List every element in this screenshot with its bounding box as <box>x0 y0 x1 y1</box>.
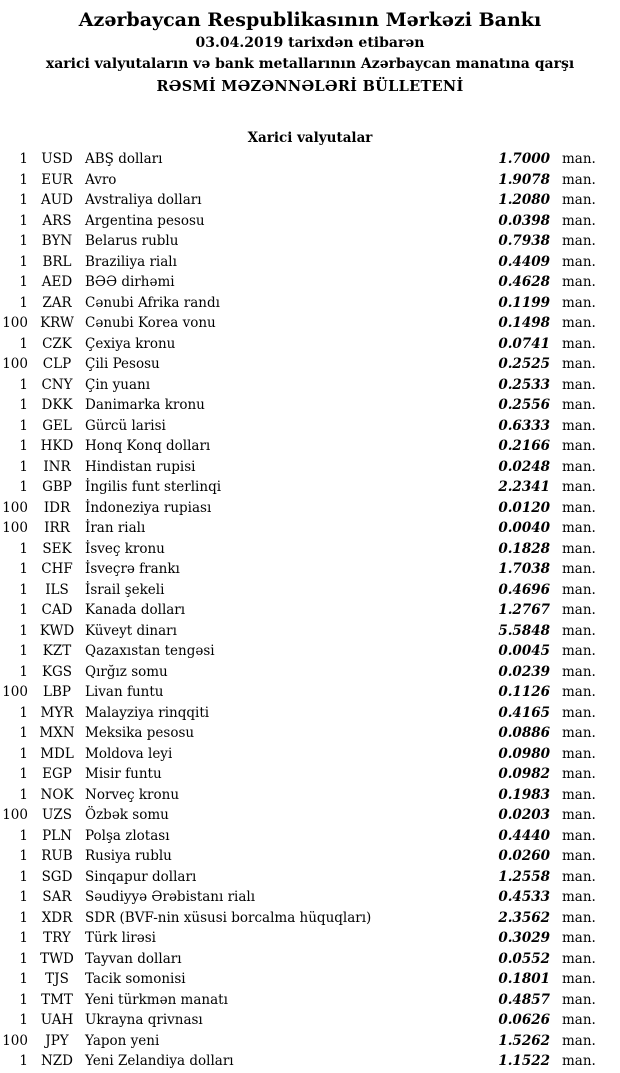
row-qty: 100 <box>2 520 28 536</box>
row-name: Qazaxıstan tengəsi <box>85 643 215 659</box>
table-row <box>0 621 620 642</box>
table-row <box>0 949 620 970</box>
table-row <box>0 641 620 662</box>
row-code: CNY <box>41 376 73 393</box>
row-unit: man. <box>562 540 596 557</box>
row-rate: 0.2556 <box>498 397 550 413</box>
row-code: AED <box>41 274 73 290</box>
row-qty: 100 <box>2 499 28 516</box>
row-name: Danimarka kronu <box>85 397 205 413</box>
table-row <box>0 416 620 437</box>
row-unit: man. <box>562 253 596 270</box>
table-row <box>0 867 620 888</box>
row-rate: 0.2166 <box>498 438 550 454</box>
row-qty: 1 <box>19 192 28 208</box>
row-name: Ukrayna qrivnası <box>85 1012 203 1028</box>
row-name: Özbək somu <box>85 807 169 823</box>
row-code: MYR <box>40 704 74 721</box>
row-qty: 1 <box>19 991 28 1008</box>
row-code: BRL <box>42 253 72 270</box>
row-qty: 100 <box>2 684 28 700</box>
row-qty: 100 <box>2 315 28 331</box>
row-name: İndoneziya rupiası <box>85 499 212 516</box>
row-rate: 0.0552 <box>498 950 550 967</box>
row-qty: 1 <box>19 725 28 741</box>
row-rate: 0.6333 <box>498 417 550 434</box>
table-row <box>0 990 620 1011</box>
row-code: HKD <box>40 438 74 454</box>
row-rate: 1.9078 <box>498 171 550 188</box>
row-code: TJS <box>45 971 69 987</box>
row-rate: 0.4409 <box>498 253 550 270</box>
table-row <box>0 1010 620 1031</box>
row-name: İngilis funt sterlinqi <box>85 479 222 495</box>
row-rate: 0.0982 <box>498 766 550 782</box>
row-rate: 0.3029 <box>498 930 550 946</box>
row-unit: man. <box>562 848 596 864</box>
row-unit: man. <box>562 991 596 1008</box>
row-unit: man. <box>562 766 596 782</box>
subtitle-line: xarici valyutaların və bank metallarının Azərbaycan manatına qarşı <box>45 56 575 72</box>
table-row <box>0 703 620 724</box>
table-row <box>0 149 620 170</box>
row-unit: man. <box>562 274 596 290</box>
row-rate: 1.2080 <box>498 192 550 208</box>
table-row <box>0 600 620 621</box>
row-rate: 0.1828 <box>498 540 550 557</box>
row-unit: man. <box>562 786 596 803</box>
row-qty: 1 <box>19 663 28 680</box>
row-qty: 1 <box>19 294 28 311</box>
table-row <box>0 457 620 478</box>
row-rate: 2.2341 <box>498 479 550 495</box>
row-qty: 1 <box>19 479 28 495</box>
row-unit: man. <box>562 684 596 700</box>
row-rate: 0.0741 <box>498 335 550 352</box>
table-row <box>0 846 620 867</box>
row-unit: man. <box>562 1032 596 1049</box>
effective-date-line: 03.04.2019 tarixdən etibarən <box>195 35 425 51</box>
row-name: Meksika pesosu <box>85 725 195 741</box>
row-rate: 0.0120 <box>498 499 550 516</box>
table-row <box>0 436 620 457</box>
row-name: Kanada dolları <box>85 602 186 618</box>
row-qty: 1 <box>19 1012 28 1028</box>
row-rate: 0.1801 <box>498 971 550 987</box>
row-unit: man. <box>562 356 596 372</box>
row-qty: 1 <box>19 171 28 188</box>
row-rate: 0.2525 <box>498 356 550 372</box>
row-unit: man. <box>562 725 596 741</box>
row-rate: 0.4165 <box>498 704 550 721</box>
row-qty: 1 <box>19 274 28 290</box>
row-unit: man. <box>562 868 596 885</box>
table-row <box>0 682 620 703</box>
row-qty: 1 <box>19 622 28 639</box>
row-rate: 0.4857 <box>498 991 550 1008</box>
row-rate: 0.2533 <box>498 376 550 393</box>
row-name: Cənubi Korea vonu <box>85 315 216 331</box>
row-code: KWD <box>39 622 75 639</box>
row-code: KGS <box>41 663 73 680</box>
row-code: AUD <box>41 192 73 208</box>
table-row <box>0 1051 620 1072</box>
row-unit: man. <box>562 745 596 762</box>
row-qty: 1 <box>19 971 28 987</box>
table-row <box>0 887 620 908</box>
row-qty: 1 <box>19 397 28 413</box>
row-unit: man. <box>562 417 596 434</box>
row-qty: 1 <box>19 212 28 229</box>
row-code: NZD <box>40 1053 74 1069</box>
row-qty: 1 <box>19 848 28 864</box>
row-unit: man. <box>562 192 596 208</box>
row-unit: man. <box>562 602 596 618</box>
row-unit: man. <box>562 458 596 475</box>
row-qty: 1 <box>19 643 28 659</box>
row-name: Moldova leyi <box>85 745 173 762</box>
row-name: Avro <box>85 171 117 188</box>
row-qty: 1 <box>19 253 28 270</box>
table-row <box>0 928 620 949</box>
table-row <box>0 477 620 498</box>
table-row <box>0 805 620 826</box>
row-unit: man. <box>562 499 596 516</box>
row-unit: man. <box>562 622 596 639</box>
row-name: SDR (BVF-nin xüsusi borcalma hüquqları) <box>85 909 372 926</box>
row-rate: 0.0886 <box>498 725 550 741</box>
table-row <box>0 190 620 211</box>
row-qty: 1 <box>19 909 28 926</box>
bank-name-title: Azərbaycan Respublikasının Mərkəzi Bankı <box>78 9 542 31</box>
row-unit: man. <box>562 335 596 352</box>
row-code: JPY <box>45 1032 69 1049</box>
row-name: Rusiya rublu <box>85 848 172 864</box>
row-code: PLN <box>42 827 72 844</box>
row-rate: 2.3562 <box>498 909 550 926</box>
row-unit: man. <box>562 1053 596 1069</box>
table-row <box>0 580 620 601</box>
bulletin-title: RƏSMİ MƏZƏNNƏLƏRİ BÜLLETENİ <box>156 78 464 95</box>
row-qty: 1 <box>19 151 28 167</box>
row-name: İsveçrə frankı <box>85 561 180 577</box>
row-qty: 1 <box>19 602 28 618</box>
table-row <box>0 252 620 273</box>
row-name: Çin yuanı <box>85 376 151 393</box>
row-code: UAH <box>40 1012 74 1028</box>
row-qty: 1 <box>19 745 28 762</box>
row-rate: 0.0239 <box>498 663 550 680</box>
row-name: İran rialı <box>85 520 146 536</box>
row-rate: 1.5262 <box>498 1032 550 1049</box>
row-qty: 1 <box>19 950 28 967</box>
row-code: KRW <box>40 315 74 331</box>
row-qty: 1 <box>19 233 28 249</box>
row-unit: man. <box>562 807 596 823</box>
table-row <box>0 293 620 314</box>
row-name: İsrail şekeli <box>85 581 165 598</box>
row-code: CHF <box>41 561 73 577</box>
row-code: SGD <box>41 868 73 885</box>
row-code: IRR <box>44 520 70 536</box>
row-rate: 0.4628 <box>498 274 550 290</box>
row-rate: 1.1522 <box>498 1053 550 1069</box>
row-qty: 100 <box>2 356 28 372</box>
row-qty: 1 <box>19 1053 28 1069</box>
row-code: INR <box>43 458 71 475</box>
row-code: CLP <box>42 356 72 372</box>
row-name: Norveç kronu <box>85 786 180 803</box>
row-unit: man. <box>562 233 596 249</box>
row-code: IDR <box>43 499 71 516</box>
row-code: TRY <box>43 930 71 946</box>
row-code: KZT <box>42 643 72 659</box>
row-unit: man. <box>562 151 596 167</box>
row-unit: man. <box>562 704 596 721</box>
table-row <box>0 231 620 252</box>
row-unit: man. <box>562 212 596 229</box>
row-qty: 100 <box>2 807 28 823</box>
row-unit: man. <box>562 315 596 331</box>
rates-table-body <box>0 149 620 1072</box>
row-rate: 0.4533 <box>498 889 550 905</box>
row-rate: 0.1126 <box>498 684 550 700</box>
row-unit: man. <box>562 438 596 454</box>
row-code: MDL <box>40 745 74 762</box>
row-rate: 0.4696 <box>498 581 550 598</box>
row-name: Gürcü larisi <box>85 417 166 434</box>
row-rate: 0.0260 <box>498 848 550 864</box>
row-unit: man. <box>562 397 596 413</box>
row-code: NOK <box>40 786 74 803</box>
row-name: Hindistan rupisi <box>85 458 196 475</box>
row-rate: 0.0980 <box>498 745 550 762</box>
row-rate: 1.7000 <box>498 151 550 167</box>
row-unit: man. <box>562 827 596 844</box>
row-code: TWD <box>40 950 74 967</box>
row-code: XDR <box>41 909 73 926</box>
table-row <box>0 785 620 806</box>
row-code: ILS <box>45 581 69 598</box>
row-code: CAD <box>41 602 73 618</box>
row-rate: 0.0040 <box>498 520 550 536</box>
table-row <box>0 559 620 580</box>
row-code: ZAR <box>42 294 72 311</box>
table-row <box>0 518 620 539</box>
row-rate: 0.0045 <box>498 643 550 659</box>
row-qty: 1 <box>19 438 28 454</box>
row-code: ARS <box>42 212 72 229</box>
row-qty: 1 <box>19 417 28 434</box>
row-name: Türk lirəsi <box>85 930 156 946</box>
row-name: Çexiya kronu <box>85 335 176 352</box>
row-name: Səudiyyə Ərəbistanı rialı <box>85 889 256 905</box>
table-row <box>0 744 620 765</box>
row-qty: 1 <box>19 930 28 946</box>
row-rate: 0.1199 <box>498 294 550 311</box>
row-qty: 1 <box>19 868 28 885</box>
row-name: Argentina pesosu <box>85 212 205 229</box>
row-name: Honq Konq dolları <box>85 438 211 454</box>
row-name: Yapon yeni <box>85 1032 160 1049</box>
row-unit: man. <box>562 1012 596 1028</box>
table-row <box>0 662 620 683</box>
row-code: SEK <box>42 540 72 557</box>
row-code: BYN <box>41 233 73 249</box>
row-name: Tacik somonisi <box>85 971 186 987</box>
row-code: MXN <box>39 725 75 741</box>
row-name: İsveç kronu <box>85 540 165 557</box>
row-name: Belarus rublu <box>85 233 179 249</box>
row-qty: 1 <box>19 581 28 598</box>
table-row <box>0 334 620 355</box>
table-row <box>0 313 620 334</box>
row-rate: 5.5848 <box>498 622 550 639</box>
row-name: Cənubi Afrika randı <box>85 294 220 311</box>
row-rate: 0.0248 <box>498 458 550 475</box>
row-name: Malayziya rinqqiti <box>85 704 210 721</box>
row-rate: 1.2767 <box>498 602 550 618</box>
row-code: CZK <box>42 335 72 352</box>
row-rate: 1.7038 <box>498 561 550 577</box>
row-rate: 0.1498 <box>498 315 550 331</box>
row-name: Polşa zlotası <box>85 827 170 844</box>
row-unit: man. <box>562 889 596 905</box>
row-rate: 1.2558 <box>498 868 550 885</box>
row-unit: man. <box>562 294 596 311</box>
table-row <box>0 969 620 990</box>
row-unit: man. <box>562 479 596 495</box>
row-rate: 0.1983 <box>498 786 550 803</box>
row-rate: 0.7938 <box>498 233 550 249</box>
row-qty: 1 <box>19 561 28 577</box>
row-name: Misir funtu <box>85 766 162 782</box>
row-name: Tayvan dolları <box>85 950 182 967</box>
table-row <box>0 908 620 929</box>
row-code: USD <box>41 151 73 167</box>
section-title-foreign-currencies: Xarici valyutalar <box>247 130 373 146</box>
row-rate: 0.0203 <box>498 807 550 823</box>
table-row <box>0 375 620 396</box>
table-row <box>0 272 620 293</box>
row-unit: man. <box>562 971 596 987</box>
row-qty: 1 <box>19 827 28 844</box>
table-row <box>0 764 620 785</box>
row-qty: 1 <box>19 786 28 803</box>
row-code: UZS <box>41 807 72 823</box>
table-row <box>0 354 620 375</box>
row-name: Çili Pesosu <box>85 356 160 372</box>
row-name: Yeni türkmən manatı <box>85 991 228 1008</box>
table-row <box>0 211 620 232</box>
row-rate: 0.0398 <box>498 212 550 229</box>
table-row <box>0 539 620 560</box>
row-name: Sinqapur dolları <box>85 868 197 885</box>
row-rate: 0.0626 <box>498 1012 550 1028</box>
row-qty: 1 <box>19 376 28 393</box>
row-code: SAR <box>42 889 72 905</box>
row-name: Avstraliya dolları <box>85 192 202 208</box>
table-row <box>0 170 620 191</box>
table-row <box>0 1031 620 1052</box>
row-name: ABŞ dolları <box>85 151 163 167</box>
row-unit: man. <box>562 909 596 926</box>
row-code: RUB <box>41 848 73 864</box>
row-name: Braziliya rialı <box>85 253 177 270</box>
bulletin-header <box>0 0 620 98</box>
row-code: GEL <box>42 417 72 434</box>
row-code: EUR <box>41 171 73 188</box>
row-code: EGP <box>42 766 72 782</box>
row-qty: 100 <box>2 1032 28 1049</box>
table-row <box>0 395 620 416</box>
row-unit: man. <box>562 376 596 393</box>
row-code: DKK <box>41 397 73 413</box>
row-qty: 1 <box>19 766 28 782</box>
row-unit: man. <box>562 581 596 598</box>
row-unit: man. <box>562 171 596 188</box>
table-row <box>0 498 620 519</box>
row-name: Yeni Zelandiya dolları <box>85 1053 234 1069</box>
row-name: Küveyt dinarı <box>85 622 177 639</box>
row-name: Qırğız somu <box>85 663 168 680</box>
row-unit: man. <box>562 950 596 967</box>
row-qty: 1 <box>19 335 28 352</box>
row-code: GBP <box>42 479 72 495</box>
row-qty: 1 <box>19 540 28 557</box>
row-unit: man. <box>562 643 596 659</box>
row-unit: man. <box>562 930 596 946</box>
row-name: BƏƏ dirhəmi <box>85 274 175 290</box>
table-row <box>0 723 620 744</box>
row-unit: man. <box>562 663 596 680</box>
row-qty: 1 <box>19 704 28 721</box>
row-qty: 1 <box>19 458 28 475</box>
table-row <box>0 826 620 847</box>
row-name: Livan funtu <box>85 684 164 700</box>
row-unit: man. <box>562 520 596 536</box>
row-qty: 1 <box>19 889 28 905</box>
row-code: TMT <box>41 991 73 1008</box>
row-unit: man. <box>562 561 596 577</box>
row-rate: 0.4440 <box>498 827 550 844</box>
row-code: LBP <box>43 684 71 700</box>
